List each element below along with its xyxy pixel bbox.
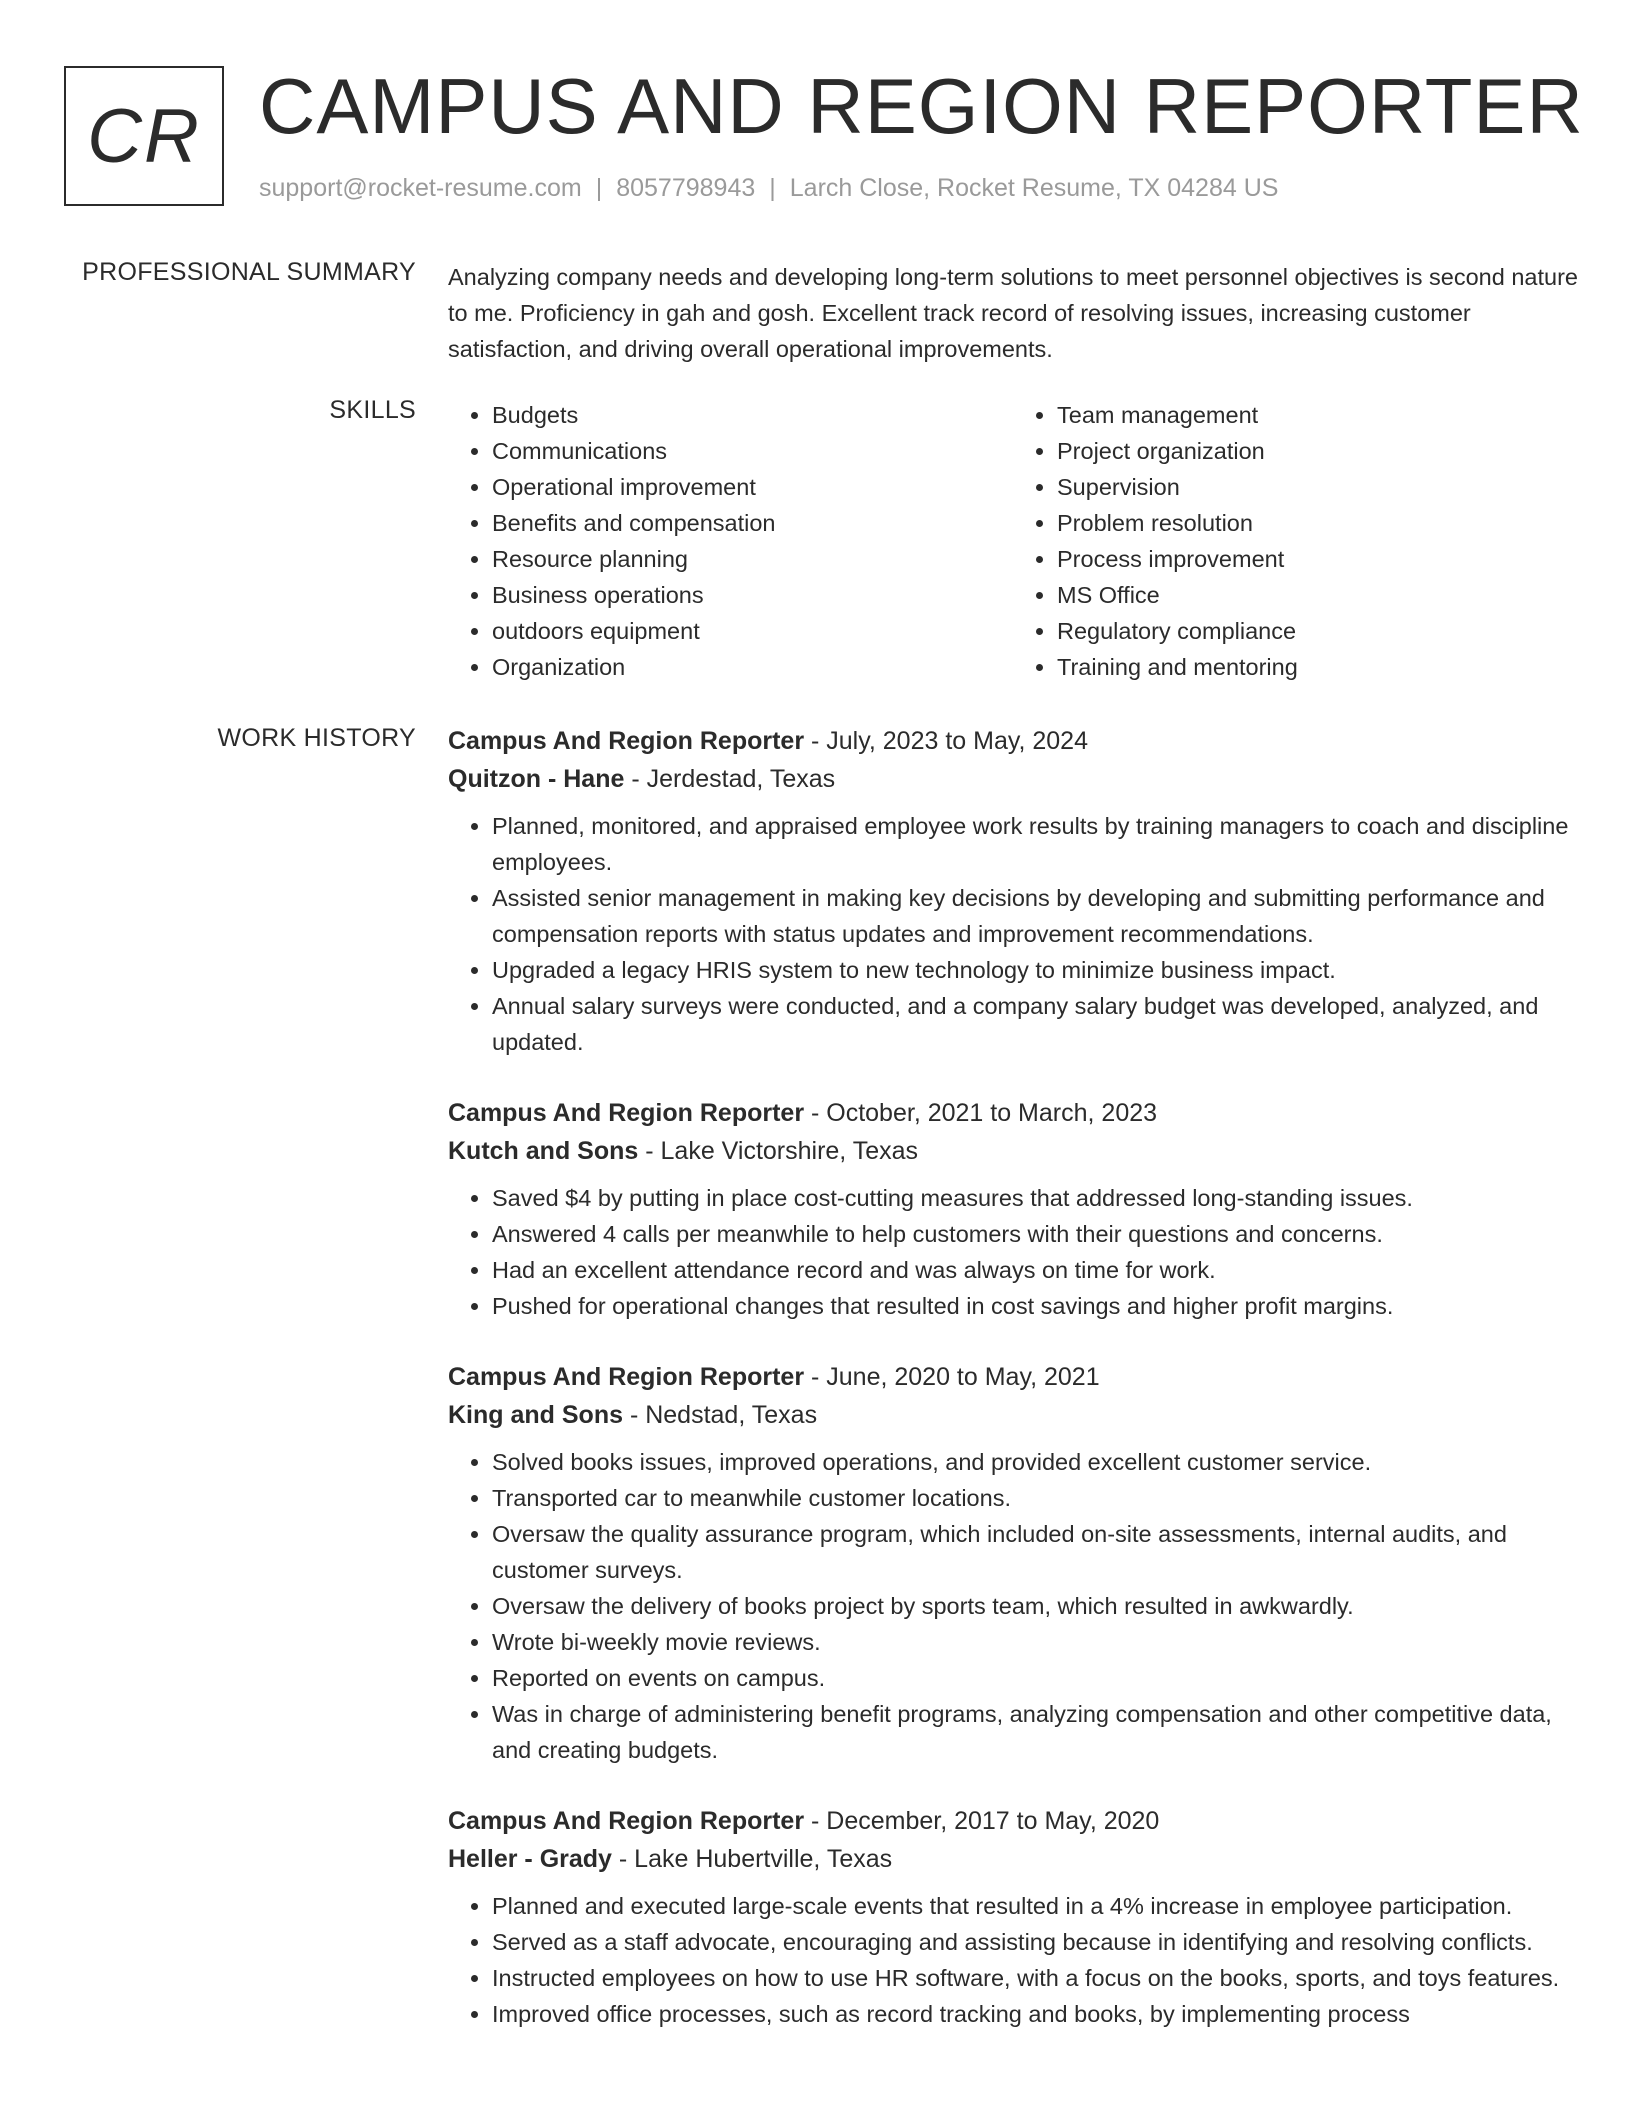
job-company: Heller - Grady: [448, 1845, 612, 1873]
job-entry: [448, 722, 1578, 1060]
job-bullet: • Was in charge of administering benefit programs, analyzing compensation and other competitive data, and creating budgets.: [492, 1696, 1578, 1768]
job-bullets: [448, 1444, 1578, 1768]
skill-item: • Communications: [492, 433, 1013, 469]
skill-item: • outdoors equipment: [492, 613, 1013, 649]
skills-list-right: [1013, 397, 1578, 685]
job-bullets: [448, 808, 1578, 1060]
job-bullet: • Upgraded a legacy HRIS system to new technology to minimize business impact.: [492, 952, 1578, 988]
job-dates: - July, 2023 to May, 2024: [804, 727, 1088, 755]
job-company: Quitzon - Hane: [448, 765, 625, 793]
skill-item: • Training and mentoring: [1057, 649, 1578, 685]
job-role: Campus And Region Reporter: [448, 727, 805, 755]
contact-separator: |: [769, 174, 776, 202]
skill-item: • Organization: [492, 649, 1013, 685]
skill-item: • Process improvement: [1057, 541, 1578, 577]
contact-separator: |: [595, 174, 603, 202]
skill-item: • Problem resolution: [1057, 505, 1578, 541]
job-bullet: • Oversaw the delivery of books project by sports team, which resulted in awkwardly.: [492, 1588, 1578, 1624]
job-bullet: • Improved office processes, such as record tracking and books, by implementing process: [492, 1996, 1578, 2032]
skills-heading: SKILLS: [329, 396, 416, 424]
job-bullet: • Reported on events on campus.: [492, 1660, 1578, 1696]
summary-heading: PROFESSIONAL SUMMARY: [82, 258, 416, 286]
job-entry: [448, 1802, 1578, 2032]
job-location: - Jerdestad, Texas: [624, 765, 836, 793]
job-role: Campus And Region Reporter: [448, 1363, 805, 1391]
skill-item: • Regulatory compliance: [1057, 613, 1578, 649]
job-location: - Lake Hubertville, Texas: [611, 1845, 893, 1873]
job-dates: - December, 2017 to May, 2020: [804, 1807, 1160, 1835]
job-bullet: • Served as a staff advocate, encouraging and assisting because in identifying and resolving conflicts.: [492, 1924, 1578, 1960]
job-bullet: • Saved $4 by putting in place cost-cutting measures that addressed long-standing issues.: [492, 1180, 1578, 1216]
contact-line: [259, 174, 1278, 203]
skill-item: • Benefits and compensation: [492, 505, 1013, 541]
work-history-heading: WORK HISTORY: [217, 724, 416, 752]
resume-header: [64, 62, 1584, 216]
job-entry: [448, 1094, 1578, 1324]
job-role: Campus And Region Reporter: [448, 1099, 805, 1127]
resume-name: CAMPUS AND REGION REPORTER: [259, 62, 1584, 150]
job-bullet: • Assisted senior management in making key decisions by developing and submitting performance and compensation reports with status updates and improvement recommendations.: [492, 880, 1578, 952]
job-bullet: • Oversaw the quality assurance program, which included on-site assessments, internal audits, and customer surveys.: [492, 1516, 1578, 1588]
job-bullet: • Transported car to meanwhile customer locations.: [492, 1480, 1578, 1516]
job-bullet: • Solved books issues, improved operations, and provided excellent customer service.: [492, 1444, 1578, 1480]
contact-email: support@rocket-resume.com: [259, 174, 582, 202]
job-bullet: • Wrote bi-weekly movie reviews.: [492, 1624, 1578, 1660]
job-location: - Lake Victorshire, Texas: [638, 1137, 919, 1165]
skill-item: • Business operations: [492, 577, 1013, 613]
skills-list-left: [448, 397, 1013, 685]
job-entry: [448, 1358, 1578, 1768]
contact-phone: 8057798943: [616, 174, 756, 202]
job-bullet: • Annual salary surveys were conducted, and a company salary budget was developed, analyzed, and updated.: [492, 988, 1578, 1060]
job-bullets: [448, 1888, 1578, 2032]
skill-item: • Resource planning: [492, 541, 1013, 577]
job-bullet: • Instructed employees on how to use HR software, with a focus on the books, sports, and toys features.: [492, 1960, 1578, 1996]
job-location: - Nedstad, Texas: [623, 1401, 818, 1429]
job-dates: - June, 2020 to May, 2021: [804, 1363, 1100, 1391]
skill-item: • Team management: [1057, 397, 1578, 433]
job-bullet: • Planned, monitored, and appraised employee work results by training managers to coach and discipline employees.: [492, 808, 1578, 880]
monogram-logo: CR: [64, 66, 224, 206]
job-bullets: [448, 1180, 1578, 1324]
skill-item: • Operational improvement: [492, 469, 1013, 505]
job-bullet: • Pushed for operational changes that resulted in cost savings and higher profit margins.: [492, 1288, 1578, 1324]
job-bullet: • Answered 4 calls per meanwhile to help customers with their questions and concerns.: [492, 1216, 1578, 1252]
job-bullet: • Planned and executed large-scale events that resulted in a 4% increase in employee participation.: [492, 1888, 1578, 1924]
summary-text: Analyzing company needs and developing long-term solutions to meet personnel objectives is second nature to me. Proficiency in gah and gosh. Excellent track record of resolving issues, increasing customer satisfaction, and driving overall operational improvements.: [448, 264, 1578, 362]
job-dates: - October, 2021 to March, 2023: [804, 1099, 1158, 1127]
job-role: Campus And Region Reporter: [448, 1807, 805, 1835]
skill-item: • MS Office: [1057, 577, 1578, 613]
skill-item: • Supervision: [1057, 469, 1578, 505]
job-bullet: • Had an excellent attendance record and was always on time for work.: [492, 1252, 1578, 1288]
skill-item: • Budgets: [492, 397, 1013, 433]
contact-address: Larch Close, Rocket Resume, TX 04284 US: [789, 174, 1279, 202]
job-company: Kutch and Sons: [448, 1137, 639, 1165]
job-company: King and Sons: [448, 1401, 623, 1429]
skill-item: • Project organization: [1057, 433, 1578, 469]
